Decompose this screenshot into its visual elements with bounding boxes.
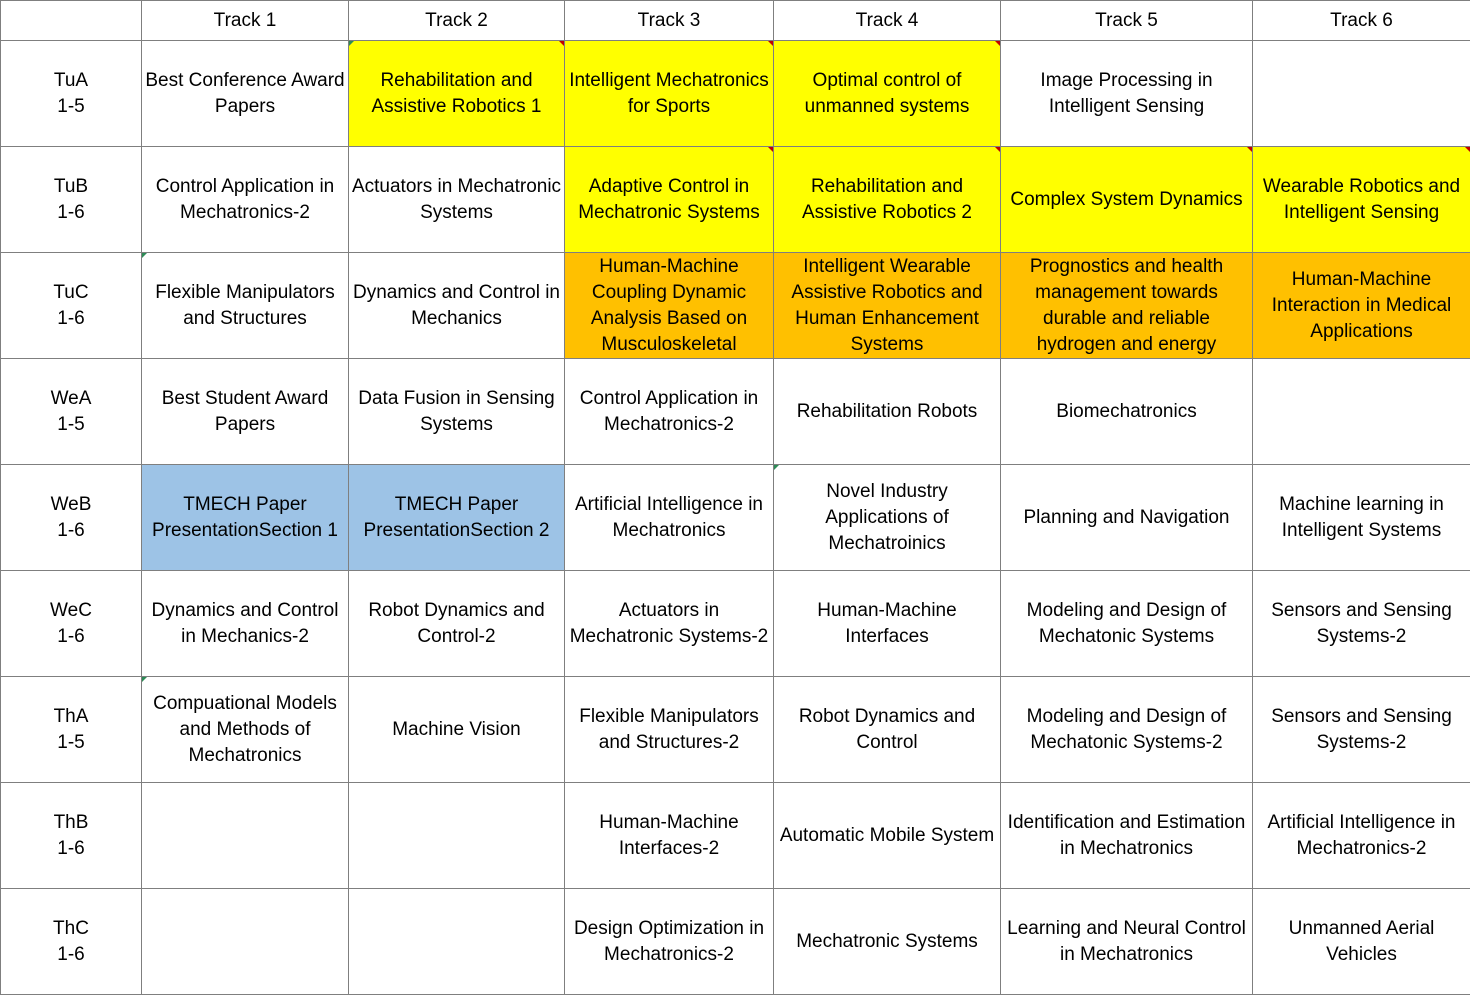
session-cell: Mechatronic Systems (774, 889, 1001, 995)
session-cell: Best Student Award Papers (142, 359, 349, 465)
session-code: ThC (53, 917, 89, 939)
session-code: TuB (53, 175, 89, 197)
session-code: ThB (53, 811, 89, 833)
session-label (1, 465, 142, 571)
session-cell: Rehabilitation Robots (774, 359, 1001, 465)
session-cell: Identification and Estimation in Mechatronics (1001, 783, 1253, 889)
session-range: 1-6 (57, 837, 85, 859)
session-cell: Planning and Navigation (1001, 465, 1253, 571)
session-cell: Novel Industry Applications of Mechatroinics (774, 465, 1001, 571)
session-cell: Best Conference Award Papers (142, 41, 349, 147)
corner-cell (1, 1, 142, 41)
session-cell (1253, 359, 1470, 465)
session-cell: Human-Machine Coupling Dynamic Analysis Based on Musculoskeletal (565, 253, 774, 359)
session-code: WeB (50, 493, 92, 515)
session-cell: Human-Machine Interfaces (774, 571, 1001, 677)
session-range: 1-5 (57, 413, 85, 435)
session-cell: Dynamics and Control in Mechanics-2 (142, 571, 349, 677)
session-cell: Dynamics and Control in Mechanics (349, 253, 565, 359)
session-cell: Image Processing in Intelligent Sensing (1001, 41, 1253, 147)
session-row (1, 571, 1470, 677)
session-cell: Robot Dynamics and Control (774, 677, 1001, 783)
session-row (1, 253, 1470, 359)
session-range: 1-6 (57, 625, 85, 647)
session-cell: TMECH Paper PresentationSection 1 (142, 465, 349, 571)
session-cell (349, 889, 565, 995)
session-cell: Robot Dynamics and Control-2 (349, 571, 565, 677)
session-range: 1-6 (57, 943, 85, 965)
session-cell: Actuators in Mechatronic Systems-2 (565, 571, 774, 677)
session-cell: Human-Machine Interaction in Medical Applications (1253, 253, 1470, 359)
session-label (1, 889, 142, 995)
session-cell (142, 783, 349, 889)
session-cell: Complex System Dynamics (1001, 147, 1253, 253)
session-code: ThA (53, 705, 89, 727)
session-row (1, 889, 1470, 995)
session-cell: Control Application in Mechatronics-2 (142, 147, 349, 253)
session-row (1, 359, 1470, 465)
track-header: Track 3 (565, 1, 774, 41)
session-code: TuC (53, 281, 89, 303)
session-range: 1-5 (57, 95, 85, 117)
session-cell: Machine learning in Intelligent Systems (1253, 465, 1470, 571)
session-cell: Intelligent Wearable Assistive Robotics and Human Enhancement Systems (774, 253, 1001, 359)
session-code: WeA (50, 387, 92, 409)
session-range: 1-5 (57, 731, 85, 753)
session-label (1, 571, 142, 677)
session-range: 1-6 (57, 307, 85, 329)
session-code: WeC (50, 599, 92, 621)
session-cell: Flexible Manipulators and Structures-2 (565, 677, 774, 783)
session-cell: Compuational Models and Methods of Mechatronics (142, 677, 349, 783)
session-row (1, 677, 1470, 783)
session-label (1, 783, 142, 889)
session-code: TuA (53, 69, 89, 91)
session-row (1, 783, 1470, 889)
session-cell (1253, 41, 1470, 147)
session-cell: Machine Vision (349, 677, 565, 783)
session-cell: Artificial Intelligence in Mechatronics (565, 465, 774, 571)
session-cell: Rehabilitation and Assistive Robotics 2 (774, 147, 1001, 253)
session-cell: TMECH Paper PresentationSection 2 (349, 465, 565, 571)
session-row (1, 147, 1470, 253)
session-cell: Intelligent Mechatronics for Sports (565, 41, 774, 147)
track-header: Track 4 (774, 1, 1001, 41)
session-label (1, 677, 142, 783)
session-cell: Optimal control of unmanned systems (774, 41, 1001, 147)
session-label (1, 253, 142, 359)
session-cell (142, 889, 349, 995)
session-row (1, 41, 1470, 147)
session-cell: Modeling and Design of Mechatonic Systems (1001, 571, 1253, 677)
session-cell: Artificial Intelligence in Mechatronics-2 (1253, 783, 1470, 889)
track-header: Track 1 (142, 1, 349, 41)
session-cell: Biomechatronics (1001, 359, 1253, 465)
session-cell: Sensors and Sensing Systems-2 (1253, 677, 1470, 783)
session-range: 1-6 (57, 519, 85, 541)
session-label (1, 41, 142, 147)
track-header: Track 2 (349, 1, 565, 41)
session-cell: Flexible Manipulators and Structures (142, 253, 349, 359)
session-cell: Unmanned Aerial Vehicles (1253, 889, 1470, 995)
session-label (1, 147, 142, 253)
session-cell: Control Application in Mechatronics-2 (565, 359, 774, 465)
session-cell: Automatic Mobile System (774, 783, 1001, 889)
session-cell: Design Optimization in Mechatronics-2 (565, 889, 774, 995)
session-cell: Learning and Neural Control in Mechatronics (1001, 889, 1253, 995)
session-range: 1-6 (57, 201, 85, 223)
track-header: Track 6 (1253, 1, 1470, 41)
session-cell: Data Fusion in Sensing Systems (349, 359, 565, 465)
header-row (1, 1, 1470, 41)
session-row (1, 465, 1470, 571)
session-cell: Human-Machine Interfaces-2 (565, 783, 774, 889)
session-cell: Actuators in Mechatronic Systems (349, 147, 565, 253)
session-cell: Wearable Robotics and Intelligent Sensing (1253, 147, 1470, 253)
session-cell: Adaptive Control in Mechatronic Systems (565, 147, 774, 253)
session-cell: Rehabilitation and Assistive Robotics 1 (349, 41, 565, 147)
session-label (1, 359, 142, 465)
session-cell (349, 783, 565, 889)
session-cell: Sensors and Sensing Systems-2 (1253, 571, 1470, 677)
session-cell: Modeling and Design of Mechatonic Systems-2 (1001, 677, 1253, 783)
track-header: Track 5 (1001, 1, 1253, 41)
session-cell: Prognostics and health management towards durable and reliable hydrogen and energy (1001, 253, 1253, 359)
